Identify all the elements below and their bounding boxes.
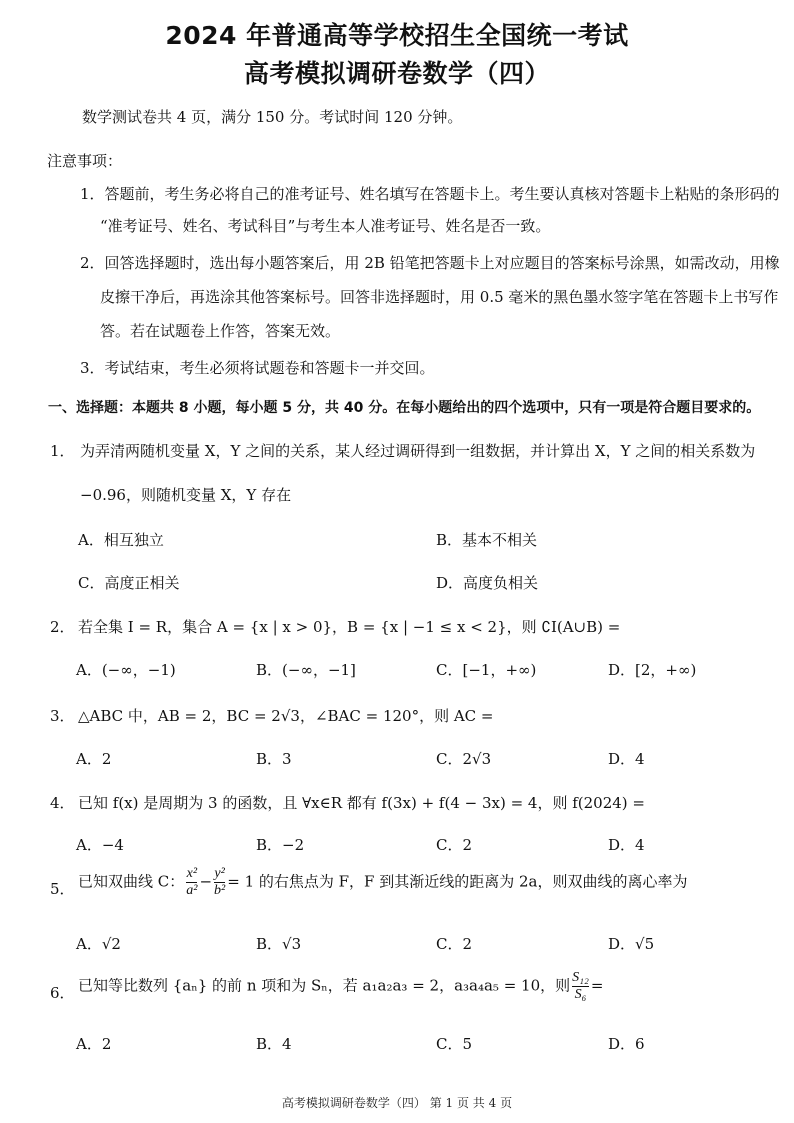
q6-stem-post: = bbox=[590, 976, 604, 995]
q3-option-a: A．2 bbox=[76, 750, 112, 768]
q5-stem-pre: 已知双曲线 C： bbox=[78, 872, 185, 891]
q6-frac-den: S₆ bbox=[572, 986, 589, 1003]
q6-stem-pre: 已知等比数列 {aₙ} 的前 n 项和为 Sₙ，若 a₁a₂a₃ = 2，a₃a₄a₅ = 10，则 bbox=[78, 976, 571, 995]
q6-option-d: D．6 bbox=[608, 1035, 645, 1053]
q5-option-d: D．√5 bbox=[608, 935, 655, 953]
q4-option-a: A．−4 bbox=[76, 836, 124, 854]
q3-stem: △ABC 中，AB = 2，BC = 2√3，∠BAC = 120°，则 AC = bbox=[78, 707, 494, 725]
notice-item-3: 3．考试结束，考生必须将试题卷和答题卡一并交回。 bbox=[80, 359, 435, 377]
notice-heading: 注意事项： bbox=[47, 152, 123, 170]
notice-item-1-line-1: 1．答题前，考生务必将自己的准考证号、姓名填写在答题卡上。考生要认真核对答题卡上粘贴的条形码的 bbox=[80, 185, 780, 203]
q2-option-d: D．[2，+∞) bbox=[608, 661, 697, 679]
q6-number: 6． bbox=[50, 984, 75, 1002]
page-footer: 高考模拟调研卷数学（四） 第 1 页 共 4 页 bbox=[281, 1096, 513, 1110]
q1-option-b: B．基本不相关 bbox=[436, 531, 538, 549]
q4-number: 4． bbox=[50, 794, 75, 812]
exam-title: 2024 年普通高等学校招生全国统一考试 bbox=[165, 21, 629, 50]
q4-option-d: D．4 bbox=[608, 836, 645, 854]
q5-fraction-x bbox=[186, 866, 197, 899]
q5-stem bbox=[78, 866, 688, 899]
q2-stem: 若全集 I = R，集合 A = {x | x > 0}，B = {x | −1 ≤ x < 2}，则 ∁I(A∪B) = bbox=[78, 618, 621, 636]
q1-stem-line-2: −0.96，则随机变量 X，Y 存在 bbox=[80, 486, 292, 504]
q4-stem: 已知 f(x) 是周期为 3 的函数，且 ∀x∈R 都有 f(3x) + f(4 − 3x) = 4，则 f(2024) = bbox=[78, 794, 645, 812]
q6-fraction bbox=[572, 970, 589, 1003]
q5-minus: − bbox=[199, 872, 213, 891]
q5-option-b: B．√3 bbox=[256, 935, 302, 953]
q1-stem-line-1: 为弄清两随机变量 X，Y 之间的关系，某人经过调研得到一组数据，并计算出 X，Y 之间的相关系数为 bbox=[80, 442, 756, 460]
q2-number: 2． bbox=[50, 618, 75, 636]
exam-subtitle: 高考模拟调研卷数学（四） bbox=[243, 59, 550, 88]
q6-frac-num: S₁₂ bbox=[572, 970, 589, 985]
notice-item-2-line-3: 答。若在试题卷上作答，答案无效。 bbox=[100, 322, 341, 340]
q6-option-b: B．4 bbox=[256, 1035, 292, 1053]
q5-frac1-num: x² bbox=[186, 866, 198, 881]
q3-number: 3． bbox=[50, 707, 75, 725]
q4-option-b: B．−2 bbox=[256, 836, 305, 854]
q1-option-d: D．高度负相关 bbox=[436, 574, 539, 592]
q3-option-d: D．4 bbox=[608, 750, 645, 768]
q5-fraction-y bbox=[214, 866, 225, 899]
notice-item-1-line-2: “准考证号、姓名、考试科目”与考生本人准考证号、姓名是否一致。 bbox=[100, 217, 551, 235]
q6-stem bbox=[78, 970, 603, 1003]
q2-option-b: B．(−∞，−1] bbox=[256, 661, 356, 679]
q2-option-a: A．(−∞，−1) bbox=[76, 661, 176, 679]
q5-option-c: C．2 bbox=[436, 935, 473, 953]
q6-option-a: A．2 bbox=[76, 1035, 112, 1053]
q3-option-c: C．2√3 bbox=[436, 750, 492, 768]
q5-option-a: A．√2 bbox=[76, 935, 121, 953]
q5-frac2-den: b² bbox=[214, 883, 226, 898]
q6-option-c: C．5 bbox=[436, 1035, 473, 1053]
q3-option-b: B．3 bbox=[256, 750, 292, 768]
q5-frac1-den: a² bbox=[186, 883, 198, 898]
q5-stem-post: = 1 的右焦点为 F，F 到其渐近线的距离为 2a，则双曲线的离心率为 bbox=[227, 872, 688, 891]
notice-item-2-line-1: 2．回答选择题时，选出每小题答案后，用 2B 铅笔把答题卡上对应题目的答案标号涂黑，如需改动，用橡 bbox=[80, 254, 780, 272]
q5-number: 5． bbox=[50, 880, 75, 898]
q5-frac2-num: y² bbox=[214, 866, 225, 881]
q1-option-a: A．相互独立 bbox=[78, 531, 164, 549]
q4-option-c: C．2 bbox=[436, 836, 473, 854]
intro-text: 数学测试卷共 4 页，满分 150 分。考试时间 120 分钟。 bbox=[82, 108, 463, 126]
q2-option-c: C．[−1，+∞) bbox=[436, 661, 537, 679]
q1-option-c: C．高度正相关 bbox=[78, 574, 180, 592]
notice-item-2-line-2: 皮擦干净后，再选涂其他答案标号。回答非选择题时，用 0.5 毫米的黑色墨水签字笔在答题卡上书写作 bbox=[100, 288, 779, 306]
section-1-heading: 一、选择题：本题共 8 小题，每小题 5 分，共 40 分。在每小题给出的四个选项中，只有一项是符合题目要求的。 bbox=[48, 400, 761, 416]
q1-number: 1． bbox=[50, 442, 75, 460]
